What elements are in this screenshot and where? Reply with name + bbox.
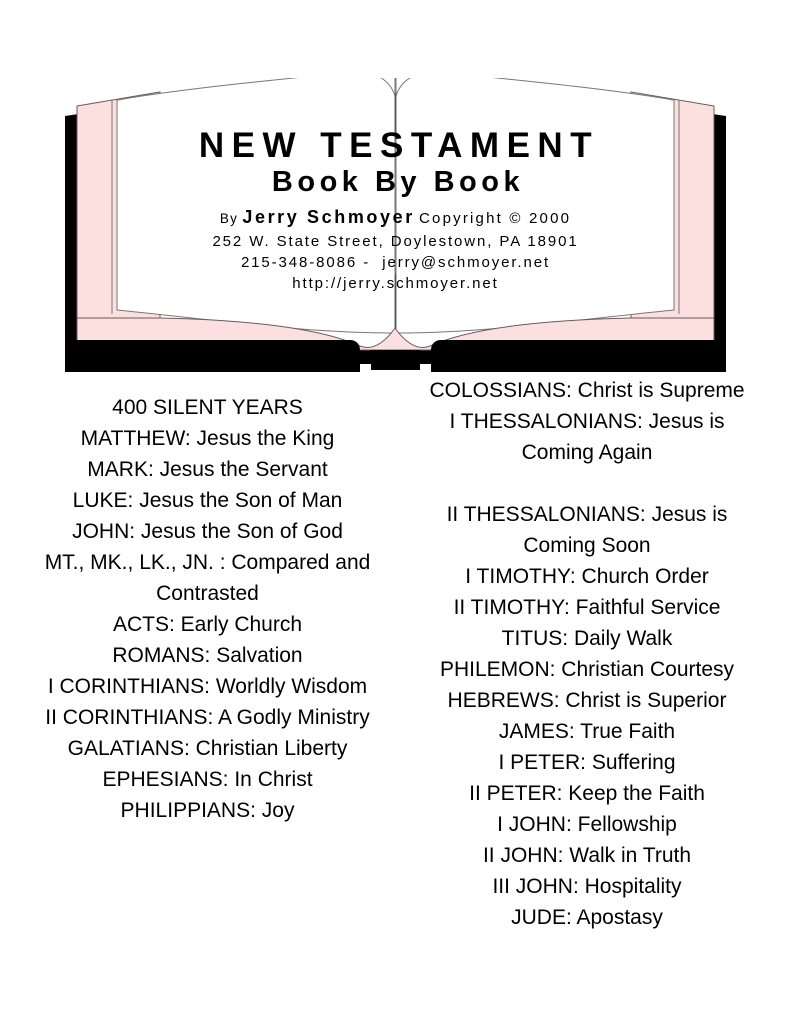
book-list-item: I THESSALONIANS: Jesus is Coming Again xyxy=(449,410,731,464)
book-list-item: MATTHEW: Jesus the King xyxy=(80,427,335,450)
book-list-item: MT., MK., LK., JN. : Compared and Contrasted xyxy=(44,551,377,605)
book-list-item: LUKE: Jesus the Son of Man xyxy=(72,489,343,512)
page-subtitle: Book By Book xyxy=(271,166,525,198)
book-list-item: COLOSSIANS: Christ is Supreme xyxy=(429,379,745,402)
website-url: http://jerry.schmoyer.net xyxy=(292,275,499,293)
page-title: NEW TESTAMENT xyxy=(198,126,600,165)
book-list-item: II THESSALONIANS: Jesus is Coming Soon xyxy=(446,503,734,557)
book-list-item: I TIMOTHY: Church Order xyxy=(465,565,709,588)
book-list-right-column xyxy=(395,375,791,933)
book-list-item: ROMANS: Salvation xyxy=(112,644,303,667)
book-list-item: III JOHN: Hospitality xyxy=(492,875,682,898)
open-book-illustration xyxy=(0,78,791,373)
book-list-item: II TIMOTHY: Faithful Service xyxy=(453,596,721,619)
page-right xyxy=(396,78,674,333)
book-list-item: II JOHN: Walk in Truth xyxy=(482,844,692,867)
phone-and-email: 215-348-8086 - jerry@schmoyer.net xyxy=(240,253,551,271)
book-list-item: PHILIPPIANS: Joy xyxy=(120,799,295,822)
book-list-item: I CORINTHIANS: Worldly Wisdom xyxy=(47,675,368,698)
book-list-item: EPHESIANS: In Christ xyxy=(102,768,313,791)
book-list-left-column xyxy=(0,375,395,826)
book-list-item: GALATIANS: Christian Liberty xyxy=(67,737,348,760)
book-list-item: I JOHN: Fellowship xyxy=(497,813,677,836)
book-list-item: II CORINTHIANS: A Godly Ministry xyxy=(45,706,370,729)
byline-by-word: By xyxy=(219,211,239,226)
book-list-item: II PETER: Keep the Faith xyxy=(469,782,705,805)
book-list-item: 400 SILENT YEARS xyxy=(112,396,303,419)
book-list-item: TITUS: Daily Walk xyxy=(501,627,673,650)
book-list-item: JUDE: Apostasy xyxy=(511,906,663,929)
book-list-item: JAMES: True Faith xyxy=(498,720,676,743)
mailing-address: 252 W. State Street, Doylestown, PA 18901 xyxy=(212,232,579,250)
copyright-notice: Copyright © 2000 xyxy=(419,210,572,227)
book-list-item: JOHN: Jesus the Son of God xyxy=(72,520,343,543)
book-list-item: I PETER: Suffering xyxy=(498,751,676,774)
page-left xyxy=(117,78,395,333)
book-list-item: MARK: Jesus the Servant xyxy=(87,458,328,481)
author-name: Jerry Schmoyer xyxy=(242,207,415,227)
book-list-item: ACTS: Early Church xyxy=(112,613,303,636)
book-list xyxy=(0,375,791,933)
book-list-item: PHILEMON: Christian Courtesy xyxy=(439,658,735,681)
book-list-spacer xyxy=(413,468,761,499)
book-list-item: HEBREWS: Christ is Superior xyxy=(447,689,727,712)
